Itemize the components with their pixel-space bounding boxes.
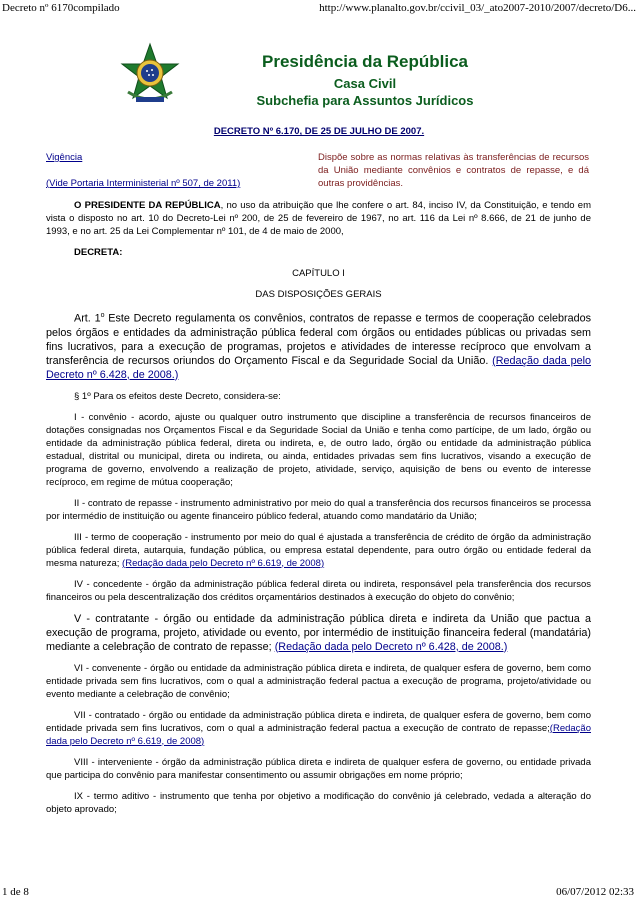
chapter-title: DAS DISPOSIÇÕES GERAIS — [255, 289, 382, 300]
preamble-text: , no uso da atribuição que lhe confere o art. 84, inciso IV, da Constituição, e tendo em vista o disposto no art. 10 do Decreto-Lei nº 200, de 25 de fevereiro de 1967, no art. 116 da Lei nº 8.666, de 21 de junho de 1993, e no art. 25 da Lei Complementar nº 101, de 4 de maio de 2000, — [46, 200, 591, 237]
banner-presidencia: Presidência da República — [262, 52, 468, 71]
inciso-5 — [46, 612, 591, 654]
ementa: Dispõe sobre as normas relativas às transferências de recursos da União mediante convênios e contratos de repasse, e dá outras providências. — [318, 152, 589, 189]
art1-ordinal: o — [100, 312, 105, 319]
inciso-6: VI - convenente - órgão ou entidade da administração pública direta e indireta, de qualquer esfera de governo, bem como entidade privada sem fins lucrativos, com o qual a administração federal pactua a execução de programa, projeto/atividade ou evento mediante a celebração de convênio; — [46, 662, 591, 700]
preamble — [46, 199, 591, 238]
preamble-president: O PRESIDENTE DA REPÚBLICA — [74, 200, 221, 211]
inciso-3-link[interactable]: (Redação dada pelo Decreto nº 6.619, de 2008) — [122, 557, 325, 569]
inciso-5-text: V - contratante - órgão ou entidade da administração pública direta e indireta da União que pactua a execução de programa, projeto, atividade ou evento, por intermédio de instituição financeira federal (mandatária) mediante a celebração de contrato de repasse; — [46, 612, 591, 653]
decreta-label: DECRETA: — [74, 247, 123, 258]
print-header-title: Decreto nº 6170compilado — [2, 2, 120, 14]
inciso-3-text: III - termo de cooperação - instrumento por meio do qual é ajustada a transferência de crédito de órgão da administração pública federal direta, autarquia, fundação pública, ou empresa estatal dependente, para outro órgão ou entidade federal da mesma natureza; — [46, 531, 591, 569]
banner-subchefia: Subchefia para Assuntos Jurídicos — [256, 93, 474, 108]
inciso-3 — [46, 531, 591, 570]
inciso-7-text: VII - contratado - órgão ou entidade da administração pública direta e indireta, de qualquer esfera de governo, bem como entidade privada sem fins lucrativos, com o qual a administração federal pactua a execução de contrato de repasse; — [46, 709, 591, 734]
inciso-5-link[interactable]: (Redação dada pelo Decreto nº 6.428, de 2008.) — [274, 640, 508, 653]
print-footer-datetime: 06/07/2012 02:33 — [556, 886, 634, 898]
inciso-2: II - contrato de repasse - instrumento administrativo por meio do qual a transferência dos recursos financeiros se processa por intermédio de instituição ou agente financeiro público federal, atuando como mandatário da União; — [46, 497, 591, 522]
decree-body — [46, 199, 591, 824]
inciso-7 — [46, 709, 591, 748]
art1-prefix: Art. 1 — [74, 312, 101, 325]
inciso-9: IX - termo aditivo - instrumento que tenha por objetivo a modificação do convênio já celebrado, vedada a alteração do objeto aprovado; — [46, 790, 591, 815]
article-1 — [46, 309, 591, 382]
inciso-4: IV - concedente - órgão da administração pública federal direta ou indireta, responsável pela transferência dos recursos financeiros ou pela descentralização dos créditos orçamentários destinados à execução do objeto do convênio; — [46, 578, 591, 603]
brasao-republica-icon — [118, 42, 182, 106]
art1-redacao-link[interactable]: (Redação dada pelo Decreto nº 6.428, de 2008.) — [46, 354, 591, 381]
inciso-8: VIII - interveniente - órgão da administração pública direta e indireta de qualquer esfera de governo, ou entidade privada que participa do convênio para manifestar consentimento ou assumir obrigações em nome próprio; — [46, 756, 591, 781]
paragraph-1: § 1º Para os efeitos deste Decreto, considera-se: — [74, 390, 281, 402]
portaria-link[interactable]: (Vide Portaria Interministerial nº 507, de 2011) — [46, 178, 241, 189]
chapter-label: CAPÍTULO I — [292, 268, 345, 279]
side-links — [46, 151, 240, 190]
inciso-7-link[interactable]: (Redação dada pelo Decreto nº 6.619, de 2008) — [46, 722, 591, 747]
decree-title[interactable]: DECRETO Nº 6.170, DE 25 DE JULHO DE 2007. — [213, 126, 425, 137]
vigencia-link[interactable]: Vigência — [46, 152, 83, 163]
print-footer-page: 1 de 8 — [2, 886, 29, 898]
print-header-url: http://www.planalto.gov.br/ccivil_03/_ato2007-2010/2007/decreto/D6... — [319, 2, 636, 14]
banner-casa-civil: Casa Civil — [333, 76, 397, 91]
inciso-1: I - convênio - acordo, ajuste ou qualquer outro instrumento que discipline a transferência de recursos financeiros de dotações consignadas nos Orçamentos Fiscal e da Seguridade Social da União e tenha como partícipe, de um lado, órgão ou entidade da administração pública federal, direta ou indireta, e, de outro lado, órgão ou entidade da administração pública estadual, distrital ou municipal, direta ou indireta, ou ainda, entidades privadas sem fins lucrativos, visando a execução de programa de governo, envolvendo a realização de projeto, atividade, serviço, aquisição de bens ou evento de interesse recíproco, em regime de mútua cooperação; — [46, 411, 591, 488]
art1-text: Este Decreto regulamenta os convênios, contratos de repasse e termos de cooperação celebrados pelos órgãos e entidades da administração pública federal com órgãos ou entidades públicas ou privadas sem fins lucrativos, para a execução de programas, projetos e atividades de interesse recíproco que envolvam a transferência de recursos oriundos do Orçamento Fiscal e da Seguridade Social da União. — [46, 312, 591, 367]
